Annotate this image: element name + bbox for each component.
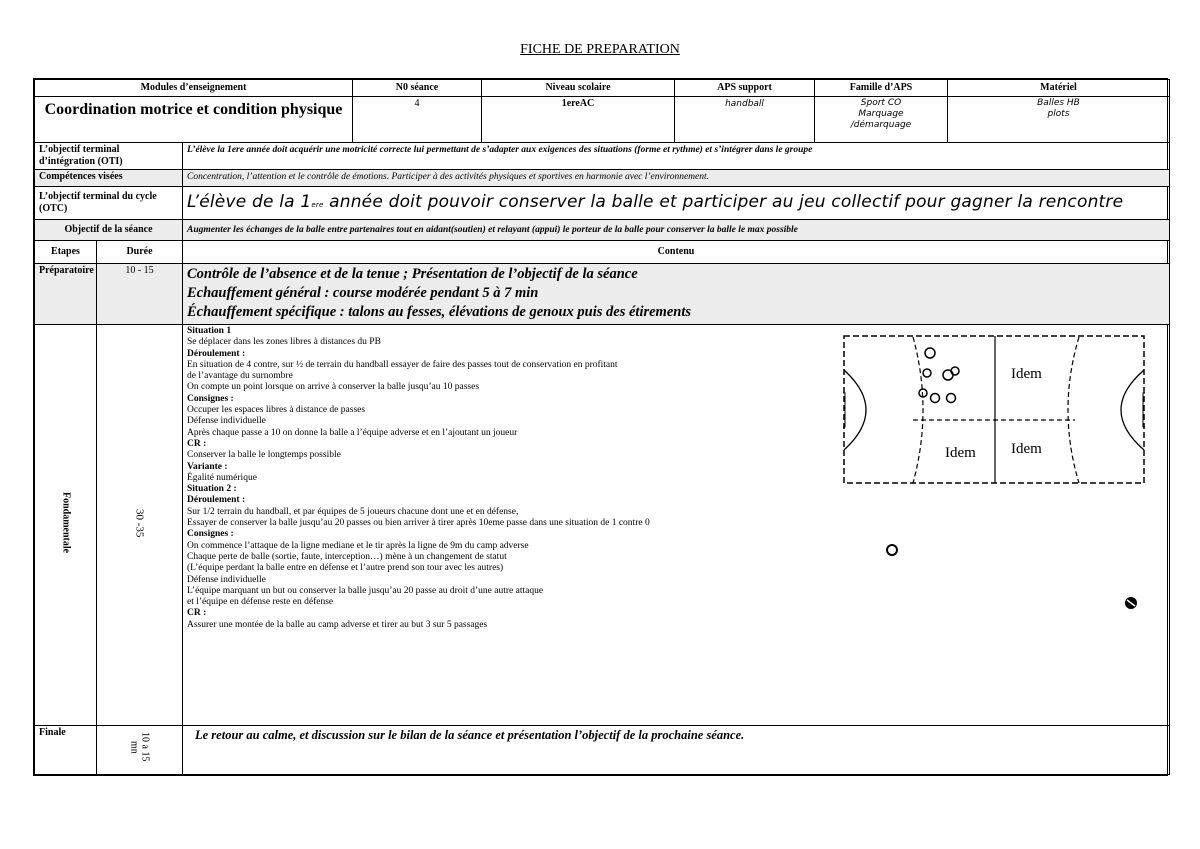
diagram-label-bottom-right: Idem [1011, 441, 1042, 457]
finale-duree-cell [97, 726, 183, 775]
famille-value [815, 97, 948, 143]
content-line: Sur 1/2 terrain du handball, et par équipes de 5 joueurs chacune dont une et en défense, [187, 506, 519, 517]
objectif-text: Augmenter les échanges de la balle entre partenaires tout en aidant(soutien) et relayant (appui) le porteur de la balle pour conserver la balle le max possible [183, 220, 1170, 241]
content-line: Égalité numérique [187, 472, 257, 483]
ball-icon [885, 543, 899, 557]
otc-text-a: L’élève de la 1 [187, 191, 312, 212]
otc-row [35, 187, 1170, 220]
niveau-value: 1ereAC [482, 97, 675, 143]
content-line: Déroulement : [187, 495, 246, 506]
col-etapes: Etapes [35, 241, 97, 264]
preparatoire-line-1: Contrôle de l’absence et de la tenue ; Présentation de l’objectif de la séance [187, 266, 638, 282]
content-line: CR : [187, 438, 207, 449]
materiel-value-1: Balles HB [1037, 98, 1080, 108]
diagram-label-bottom-left: Idem [945, 445, 976, 461]
header-seance: N0 séance [353, 80, 482, 97]
module-row [35, 97, 1170, 143]
finale-row [35, 726, 1170, 775]
preparatoire-line-3: Échauffement spécifique : talons au fesses, élévations de genoux puis des étirements [187, 304, 691, 320]
fondamentale-duree-cell [97, 325, 183, 726]
materiel-value [948, 97, 1170, 143]
objectif-row [35, 220, 1170, 241]
header-niveau: Niveau scolaire [482, 80, 675, 97]
preparatoire-row [35, 264, 1170, 325]
right-goal-area [1121, 370, 1144, 450]
content-line: Essayer de conserver la balle jusqu’au 20 passes ou bien arriver à tirer après 10eme passe dans une situation de 1 contre 0 [187, 518, 650, 529]
otc-text-b: année doit pouvoir conserver la balle et participer au jeu collectif pour gagner la rencontre [323, 191, 1124, 212]
fondamentale-etape: Fondamentale [60, 492, 72, 554]
preparatoire-contenu [183, 264, 1170, 325]
content-line: Défense individuelle [187, 574, 266, 585]
preparatoire-etape: Préparatoire [35, 264, 97, 325]
content-line: L’équipe marquant un but ou conserver la balle jusqu’au 20 passe au droit d’une autre attaque [187, 585, 544, 596]
left-goal-area [844, 370, 866, 450]
header-famille: Famille d’APS [815, 80, 948, 97]
competences-row [35, 170, 1170, 187]
court-diagram [843, 335, 1145, 485]
attacker-icon [931, 394, 940, 403]
otc-label: L’objectif terminal du cycle (OTC) [35, 187, 183, 220]
diagram-label-top-right: Idem [1011, 366, 1042, 382]
content-line: Après chaque passe a 10 on donne la balle a l’équipe adverse et en l’ajoutant un joueur [187, 427, 518, 438]
content-line: CR : [187, 608, 207, 619]
defender-icon [923, 369, 931, 377]
fondamentale-contenu [183, 325, 1170, 726]
oti-row [35, 143, 1170, 170]
otc-text [183, 187, 1170, 220]
objectif-label: Objectif de la séance [35, 220, 183, 241]
seance-value: 4 [353, 97, 482, 143]
col-duree: Durée [97, 241, 183, 264]
preparatoire-line-2: Echauffement général : course modérée pendant 5 à 7 min [187, 285, 539, 301]
content-line: Déroulement : [187, 348, 246, 359]
famille-value-2: Marquage [858, 109, 904, 119]
content-line: On commence l’attaque de la ligne mediane et le tir après la ligne de 9m du camp adverse [187, 540, 529, 551]
content-line: Se déplacer dans les zones libres à distances du PB [187, 337, 381, 348]
header-row [35, 80, 1170, 97]
fondamentale-row [35, 325, 1170, 726]
module-value: Coordination motrice et condition physique [35, 97, 353, 143]
competences-text: Concentration, l’attention et le contrôle de émotions. Participer à des activités physiques et sportives en harmonie avec l’environnement. [183, 170, 1170, 187]
fondamentale-etape-cell [35, 325, 97, 726]
preparation-table [34, 79, 1170, 775]
famille-value-3: /démarquage [850, 120, 912, 130]
content-line: Défense individuelle [187, 416, 266, 427]
content-line: (L’équipe perdant la balle entre en défense et l’autre prend son tour avec les autres) [187, 563, 504, 574]
oti-text: L’élève la 1ere année doit acquérir une motricité correcte lui permettant de s’adapter aux exigences des situations (forme et rythme) et s’intégrer dans le groupe [183, 143, 1170, 170]
content-line: Consignes : [187, 529, 234, 540]
attacker-icon [951, 367, 959, 375]
content-line: Conserver la balle le longtemps possible [187, 450, 341, 461]
finale-text: Le retour au calme, et discussion sur le bilan de la séance et présentation l’objectif de la prochaine séance. [183, 726, 1170, 775]
content-line: Assurer une montée de la balle au camp adverse et tirer au but 3 sur 5 passages [187, 619, 488, 630]
content-line: et l’équipe en défense reste en défense [187, 597, 334, 608]
preparation-sheet [33, 78, 1168, 776]
left-9m-line [913, 337, 923, 483]
fondamentale-duree: 30 -35 [133, 508, 146, 538]
content-line: Situation 1 [187, 326, 232, 336]
materiel-value-2: plots [1047, 109, 1070, 119]
content-line: Chaque perte de balle (sortie, faute, interception…) mène à un changement de statut [187, 551, 507, 562]
page-title: FICHE DE PREPARATION [520, 42, 680, 57]
finale-duree: 10 a 15 mn [128, 732, 151, 762]
oti-label: L’objectif terminal d’intégration (OTI) [35, 143, 183, 170]
content-line: Occuper les espaces libres à distance de passes [187, 405, 366, 416]
preparatoire-duree: 10 - 15 [97, 264, 183, 325]
content-line: On compte un point lorsque on arrive à conserver la balle jusqu’au 10 passes [187, 382, 480, 393]
aps-value: handball [675, 97, 815, 143]
famille-value-1: Sport CO [860, 98, 902, 108]
header-materiel: Matériel [948, 80, 1170, 97]
competences-label: Compétences visées [35, 170, 183, 187]
columns-row [35, 241, 1170, 264]
ball-icon [1123, 595, 1139, 611]
attacker-icon [947, 394, 956, 403]
content-line: Situation 2 : [187, 484, 237, 495]
finale-etape: Finale [35, 726, 97, 775]
content-line: de l’avantage du surnombre [187, 371, 293, 382]
otc-text-sup: ere [311, 200, 324, 209]
content-line: En situation de 4 contre, sur ½ de terrain du handball essayer de faire des passes tout de conservation en profitant [187, 359, 618, 370]
right-9m-line [1068, 337, 1079, 483]
header-aps: APS support [675, 80, 815, 97]
col-contenu: Contenu [183, 241, 1170, 264]
header-modules: Modules d’enseignement [35, 80, 353, 97]
content-line: Consignes : [187, 393, 234, 404]
content-line: Variante : [187, 461, 228, 472]
defender-icon [925, 348, 935, 358]
court-outline [844, 336, 1144, 483]
